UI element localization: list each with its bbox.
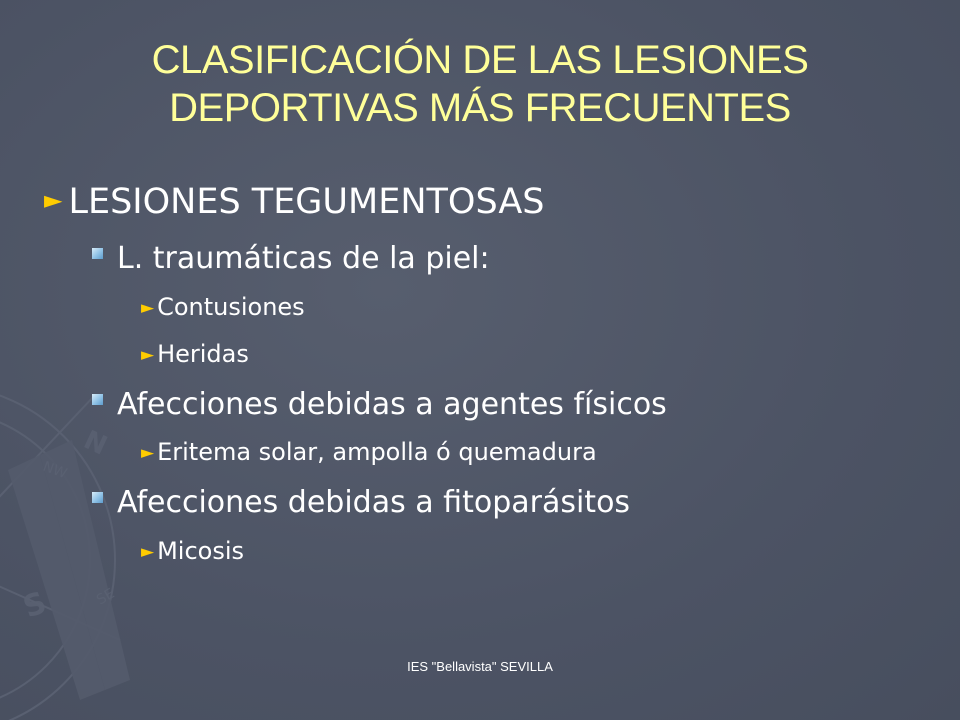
group-label: Afecciones debidas a agentes físicos (117, 387, 667, 422)
group-fitoparasitos (92, 484, 630, 522)
group-label: Afecciones debidas a fitoparásitos (117, 485, 631, 520)
arrow-bullet-icon: ► (141, 443, 155, 463)
svg-text:SE: SE (94, 585, 118, 609)
square-bullet-icon (92, 248, 103, 259)
svg-text:N: N (79, 425, 112, 462)
arrow-bullet-icon: ► (141, 298, 155, 318)
item-text: Contusiones (157, 293, 305, 321)
title-line-1: CLASIFICACIÓN DE LAS LESIONES (151, 38, 809, 82)
group-label: L. traumáticas de la piel: (117, 241, 490, 276)
arrow-bullet-icon: ► (44, 186, 63, 214)
item-micosis (141, 535, 244, 568)
square-bullet-icon (92, 492, 103, 503)
heading-text: LESIONES TEGUMENTOSAS (68, 182, 545, 222)
group-agentes-fisicos (92, 386, 667, 424)
item-text: Heridas (157, 340, 249, 368)
svg-text:S: S (18, 585, 52, 626)
arrow-bullet-icon: ► (141, 345, 155, 365)
item-text: Eritema solar, ampolla ó quemadura (157, 438, 597, 466)
square-bullet-icon (92, 394, 103, 405)
arrow-bullet-icon: ► (141, 542, 155, 562)
slide-footer: IES "Bellavista" SEVILLA (407, 659, 553, 674)
heading-lesiones-tegumentosas (44, 178, 545, 224)
item-eritema-solar (141, 436, 597, 469)
svg-text:NW: NW (40, 458, 69, 483)
item-text: Micosis (157, 537, 245, 565)
group-traumaticas (92, 240, 490, 278)
title-line-2: DEPORTIVAS MÁS FRECUENTES (169, 86, 791, 130)
item-contusiones (141, 291, 305, 324)
slide-title (60, 36, 900, 132)
item-heridas (141, 338, 249, 371)
